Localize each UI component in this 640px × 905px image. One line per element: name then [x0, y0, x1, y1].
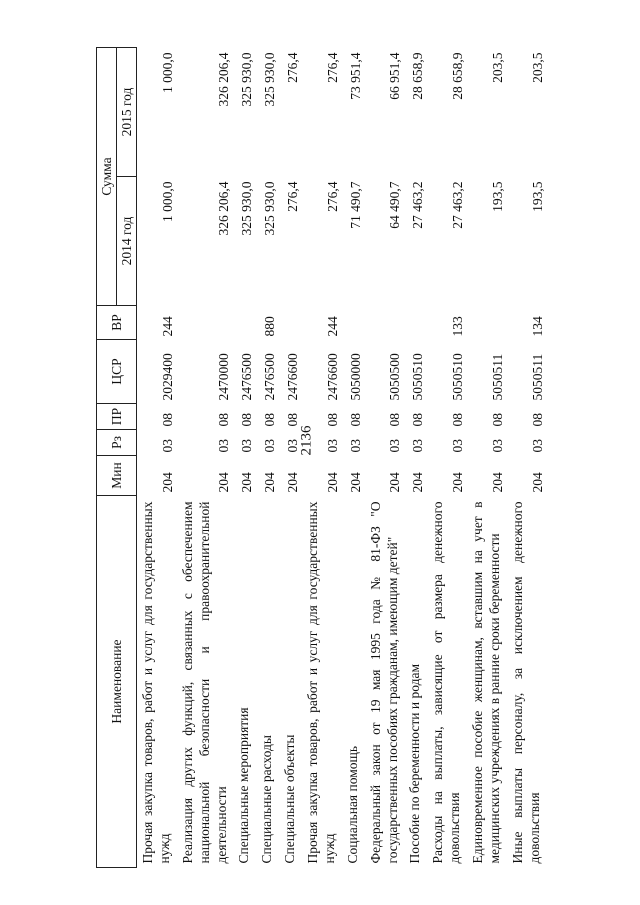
- row-sum-2015: 325 930,0: [262, 52, 278, 107]
- row-min: 204: [529, 472, 545, 493]
- row-min: 204: [387, 472, 403, 493]
- row-name: Иные выплаты персоналу, за исключением денежного довольствия: [509, 501, 542, 864]
- row-pr: 08: [262, 413, 278, 427]
- row-csr: 2470000: [216, 353, 232, 401]
- row-sum-2015: 203,5: [489, 52, 505, 83]
- row-pr: 08: [159, 413, 175, 427]
- header-rz: Рз: [97, 430, 137, 456]
- header-pr: ПР: [97, 404, 137, 430]
- row-name: Специальные объекты: [282, 734, 298, 864]
- table-row: [404, 47, 427, 867]
- row-name: Прочая закупка товаров, работ и услуг для государственных нужд: [140, 501, 172, 864]
- row-pr: 08: [347, 413, 363, 427]
- header-min: Мин: [97, 456, 137, 496]
- row-min: 204: [347, 472, 363, 493]
- row-sum-2015: 326 206,4: [216, 52, 232, 107]
- row-name: Социальная помощь: [344, 745, 360, 864]
- row-min: 204: [285, 472, 301, 493]
- row-vr: [404, 306, 427, 340]
- row-sum-2015: 1 000,0: [159, 52, 175, 93]
- header-sum: Сумма: [97, 47, 117, 305]
- row-rz: 03: [529, 439, 545, 453]
- row-sum-2014: 64 490,7: [387, 181, 403, 229]
- row-name: Федеральный закон от 19 мая 1995 года № 81-ФЗ "О государственных пособиях гражданам, имеющим детей": [367, 501, 400, 864]
- row-sum-2014: 27 463,2: [410, 181, 426, 229]
- row-rz: 03: [262, 439, 278, 453]
- row-pr: 08: [285, 413, 301, 427]
- row-csr: 5050511: [529, 353, 545, 401]
- row-sum-2015: 28 658,9: [450, 52, 466, 100]
- row-csr: 2476600: [324, 353, 340, 401]
- header-name: Наименование: [97, 496, 137, 868]
- row-sum-2014: 1 000,0: [159, 181, 175, 222]
- row-sum-2015: 28 658,9: [410, 52, 426, 100]
- row-rz: 03: [159, 439, 175, 453]
- row-min: 204: [450, 472, 466, 493]
- table-row: [177, 47, 234, 867]
- row-vr: [365, 306, 405, 340]
- row-sum-2015: 73 951,4: [347, 52, 363, 100]
- row-name: Прочая закупка товаров, работ и услуг для государственных нужд: [305, 501, 337, 864]
- row-vr: [177, 306, 234, 340]
- table-row: [233, 47, 256, 867]
- header-year-2014: 2014 год: [117, 177, 137, 306]
- row-min: 204: [239, 472, 255, 493]
- row-sum-2015: 276,4: [285, 52, 301, 83]
- row-vr: 133: [450, 316, 466, 337]
- row-sum-2015: 325 930,0: [239, 52, 255, 107]
- row-vr: 244: [324, 316, 340, 337]
- row-rz: 03: [410, 439, 426, 453]
- row-sum-2014: 27 463,2: [450, 181, 466, 229]
- row-vr: 880: [262, 316, 278, 337]
- row-min: 204: [489, 472, 505, 493]
- row-pr: 08: [239, 413, 255, 427]
- header-vr: ВР: [97, 306, 137, 340]
- row-sum-2015: 66 951,4: [387, 52, 403, 100]
- table-row: [427, 47, 467, 867]
- table-row: [342, 47, 365, 867]
- row-rz: 03: [239, 439, 255, 453]
- row-vr: [233, 306, 256, 340]
- row-sum-2014: 276,4: [285, 181, 301, 212]
- row-rz: 03: [489, 439, 505, 453]
- table-row: [279, 47, 302, 867]
- row-vr: [467, 306, 507, 340]
- table-row: [256, 47, 279, 867]
- row-vr: 244: [159, 316, 175, 337]
- row-pr: 08: [324, 413, 340, 427]
- row-pr: 08: [410, 413, 426, 427]
- row-name: Пособие по беременности и родам: [407, 664, 423, 864]
- row-csr: 5050511: [489, 353, 505, 401]
- table-row: [507, 47, 547, 867]
- page-number: 2136: [298, 425, 315, 456]
- row-rz: 03: [216, 439, 232, 453]
- header-year-2015: 2015 год: [117, 47, 137, 176]
- row-pr: 08: [450, 413, 466, 427]
- row-pr: 08: [216, 413, 232, 427]
- budget-table-page: [96, 48, 545, 868]
- row-vr: 134: [529, 316, 545, 337]
- row-csr: 2476500: [262, 353, 278, 401]
- row-sum-2015: 203,5: [529, 52, 545, 83]
- row-sum-2014: 71 490,7: [347, 181, 363, 229]
- row-csr: 5050000: [347, 353, 363, 401]
- table-row: [137, 47, 177, 867]
- row-name: Специальные расходы: [259, 735, 275, 864]
- table-row: [365, 47, 405, 867]
- row-sum-2014: 325 930,0: [239, 181, 255, 236]
- row-min: 204: [262, 472, 278, 493]
- row-sum-2015: 276,4: [324, 52, 340, 83]
- row-csr: 2476500: [239, 353, 255, 401]
- row-name: Реализация других функций, связанных с обеспечением национальной безопасности и правоохранительной деятельности: [179, 501, 229, 864]
- row-name: Единовременное пособие женщинам, вставшим на учет в медицинских учреждениях в ранние сроки беременности: [470, 501, 502, 864]
- row-csr: 2029400: [159, 353, 175, 401]
- row-min: 204: [410, 472, 426, 493]
- row-rz: 03: [450, 439, 466, 453]
- row-vr: [279, 306, 302, 340]
- budget-table: [96, 47, 547, 868]
- row-name: Расходы на выплаты, зависящие от размера денежного довольствия: [430, 501, 463, 864]
- row-min: 204: [216, 472, 232, 493]
- row-sum-2014: 325 930,0: [262, 181, 278, 236]
- row-vr: [342, 306, 365, 340]
- row-csr: 5050510: [410, 353, 426, 401]
- row-pr: 08: [529, 413, 545, 427]
- row-sum-2014: 276,4: [324, 181, 340, 212]
- row-csr: 5050500: [387, 353, 403, 401]
- table-row: [467, 47, 507, 867]
- row-rz: 03: [387, 439, 403, 453]
- row-rz: 03: [285, 439, 301, 453]
- row-rz: 03: [347, 439, 363, 453]
- row-rz: 03: [324, 439, 340, 453]
- row-min: 204: [159, 472, 175, 493]
- row-name: Специальные мероприятия: [236, 707, 252, 864]
- row-sum-2014: 193,5: [529, 181, 545, 212]
- row-csr: 2476600: [285, 353, 301, 401]
- row-pr: 08: [489, 413, 505, 427]
- row-sum-2014: 326 206,4: [216, 181, 232, 236]
- row-min: 204: [324, 472, 340, 493]
- header-csr: ЦСР: [97, 340, 137, 404]
- table-body: [137, 47, 547, 867]
- table-row: [302, 47, 342, 867]
- row-sum-2014: 193,5: [489, 181, 505, 212]
- table-header: [97, 47, 137, 867]
- row-pr: 08: [387, 413, 403, 427]
- row-csr: 5050510: [450, 353, 466, 401]
